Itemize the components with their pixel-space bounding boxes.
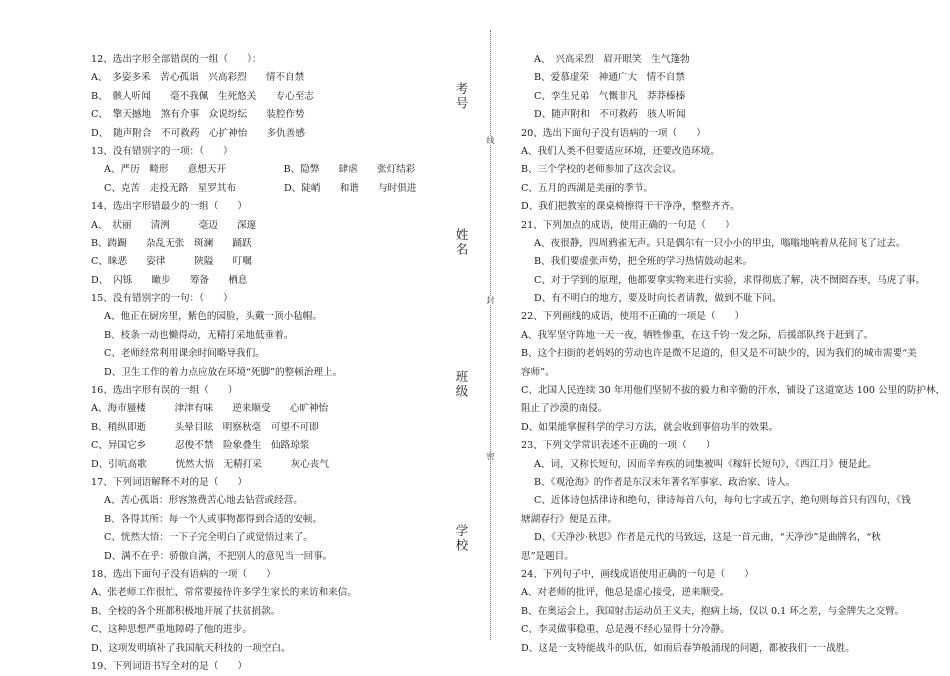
question-line: A、 多姿多釆 苦心孤诣 兴高彩烈 情不自禁 — [91, 72, 305, 84]
question-line: C、这种思想严重地障碍了他的进步。 — [91, 624, 252, 636]
question-line: D、我们把教室的课桌椅擦得干干净净，整整齐齐。 — [521, 201, 740, 213]
question-line: A、 状丽 清洌 毫迈 深邃 — [91, 219, 257, 231]
question-line: D、如果能掌握科学的学习方法，就会收到事倍功半的效果。 — [521, 421, 779, 433]
name-label: 姓名 — [454, 228, 469, 257]
question-line: B、稍纵即逝 头晕目眩 明察秋毫 可望不可即 — [91, 421, 319, 433]
question-line: B、全校的各个班都积极地开展了扶贫捐款。 — [91, 605, 281, 617]
question-line: D、引吭高歌 恍然大悟 无精打采 灰心丧气 — [91, 458, 329, 470]
question-line: D、这项发明填补了我国航天科技的一项空白。 — [91, 642, 291, 654]
question-line: C、对于学到的原理，他都要拿实物来进行实验，求得彻底了解，决不囫囵吞枣，马虎了事。 — [534, 274, 926, 286]
question-line: B、这个扫街的老妈妈的劳动也许是微不足道的，但又是不可缺少的，因为我们的城市需要“美 — [521, 348, 917, 360]
question-line: A、我们人类不但要适应环境，还要改造环境。 — [521, 145, 720, 157]
question-line: 容师”。 — [521, 366, 555, 378]
exam-number-label: 考号 — [454, 82, 469, 111]
question-line: 22、下列画线的成语，使用不正确的一项是（ ） — [521, 311, 745, 323]
question-line: 20、选出下面句子没有语病的一项（ ） — [521, 127, 706, 139]
binding-mark-line: 线 — [486, 136, 495, 144]
question-line: 阻止了沙漠的南侵。 — [521, 403, 608, 415]
question-line: C、孪生兄弟 气慨非凡 莽莽榛榛 — [534, 90, 686, 102]
question-line: 12、选出字形全部错误的一组（ ）： — [91, 54, 262, 65]
question-line: 14、选出字形错最少的一组（ ） — [91, 201, 248, 213]
question-line: C、克苦 走投无路 星罗其布 D、陡峭 和谐 与时俱进 — [104, 182, 417, 194]
question-line: D、 随声附合 不可救药 心扩神怡 多仇善感 — [91, 127, 305, 139]
question-line: C、李灵做事稳重，总是漫不经心显得十分冷静。 — [521, 624, 730, 636]
question-line: 16、选出字形有误的一组（ ） — [91, 385, 238, 397]
question-line: 13、没有错别字的一项：（ ） — [91, 145, 233, 157]
question-line: B、在奥运会上，我国射击运动员王义夫，抱病上场，仅以 0.1 环之差，与金牌失之交臂。 — [521, 605, 905, 617]
question-line: D、《天净沙·秋思》作者是元代的马致远，这是一首元曲，“天净沙”是曲牌名，“秋 — [534, 532, 881, 544]
question-line: A、海市蜃楼 津津有味 逆来顺受 心旷神怡 — [91, 403, 329, 415]
question-line: D、 闪铄 瞰步 筹备 栖息 — [91, 274, 248, 286]
question-line: C、北国人民连续 30 年用他们坚韧不拔的毅力和辛勤的汗水，铺设了这道宽达 100 公里的防护林， — [521, 385, 946, 397]
question-line: B、《观沧海》的作者是东汉末年著名军事家、政治家、诗人。 — [534, 476, 796, 488]
question-line: B、 骸人听闻 毫不我佩 生死悠关 专心至志 — [91, 90, 314, 102]
question-line: D、这是一支特能战斗的队伍，如雨后春笋般涌现的问题，都被我们一一战胜。 — [521, 642, 855, 654]
question-line: A、 兴高采烈 眉开眼笑 生气篷勃 — [534, 54, 690, 65]
binding-strip — [452, 0, 512, 671]
question-line: C、 擎天撼地 煞有介事 众说纷纭 装腔作势 — [91, 109, 305, 121]
question-line: A、我军坚守阵地一天一夜，牺牲惨重，在这千钧一发之际，后援部队终于赶到了。 — [521, 329, 874, 341]
question-line: D、卫生工作的着力点应放在环境“死脚”的整顿治理上。 — [104, 366, 343, 378]
question-line: B、踌蹰 杂乱无张 斑澜 踊跃 — [91, 237, 252, 249]
question-line: B、三个学校的老师参加了这次会议。 — [521, 164, 682, 176]
question-line: 18、选出下面句子没有语病的一项（ ） — [91, 568, 276, 580]
question-line: B、各得其所：每一个人或事物都得到合适的安顿。 — [104, 513, 323, 525]
question-line: 23、下列文学常识表述不正确的一项（ ） — [521, 440, 716, 452]
question-line: B、我们要虚张声势，把全班的学习热情鼓动起来。 — [534, 256, 753, 268]
right-question-column — [521, 51, 946, 658]
question-line: 24、下列句子中，画线成语使用正确的一句是（ ） — [521, 568, 754, 580]
question-line: C、睐恶 姿律 陕隘 叮嘱 — [91, 256, 252, 268]
question-line: D、满不在乎：骄傲自满，不把别人的意见当一回事。 — [104, 550, 333, 562]
question-line: A、对老师的批评，他总是虚心接受，逆来顺受。 — [521, 587, 730, 599]
question-line: 15、没有错别字的一句：（ ） — [91, 293, 233, 305]
question-line: D、有不明白的地方，要及时向长者请教，做到不耻下问。 — [534, 293, 782, 305]
question-line: B、爱慕虚荣 神通广大 情不自禁 — [534, 72, 685, 84]
binding-mark-secret: 密 — [486, 452, 495, 460]
left-question-column — [91, 51, 471, 676]
question-line: C、近体诗包括律诗和绝句，律诗每首八句，每句七字或五字，绝句则每首只有四句，《钱 — [534, 495, 911, 507]
question-line: C、恍然大悟：一下子完全明白了或觉悟过来了。 — [104, 532, 313, 544]
question-line: A、苦心孤诣：形容煞费苦心地去钻营或经营。 — [104, 495, 303, 507]
question-line: C、五月的西湖是美丽的季节。 — [521, 182, 654, 194]
question-line: A、词，又称长短句，因而辛弃疾的词集被叫《稼轩长短句》，《西江月》便是此。 — [534, 458, 877, 470]
question-line: 17、下列词语解释不对的是（ ） — [91, 476, 248, 488]
question-line: A、张老师工作很忙，常常要接待许多学生家长的来访和来信。 — [91, 587, 357, 599]
question-line: D、随声附和 不可救药 骇人听闻 — [534, 109, 686, 121]
question-line: B、枝条一动也懒得动，无精打采地低垂着。 — [104, 329, 294, 341]
question-line: 19、下列词语书写全对的是（ ） — [91, 660, 248, 672]
binding-mark-seal: 封 — [486, 296, 495, 304]
question-line: 思”是题目。 — [521, 550, 574, 562]
binding-dotted-line — [490, 30, 491, 640]
question-line: 21、下列加点的成语，使用正确的一句是（ ） — [521, 219, 735, 231]
class-label: 班级 — [454, 370, 469, 399]
question-line: C、异国它乡 忍俊不禁 险象叠生 仙路琼浆 — [91, 440, 310, 452]
question-line: C、老师经常利用课余时间略导我们。 — [104, 348, 265, 360]
school-label: 学校 — [454, 524, 469, 553]
question-line: A、严历 畸形 意想天开 B、隐弊 肆虐 张灯结彩 — [104, 164, 416, 176]
question-line: A、夜很静，四周鸦雀无声。只是偶尔有一只小小的甲虫，嗡嗡地响着从花间飞了过去。 — [534, 237, 906, 249]
question-line: A、他正在厨房里，紫色的园脸，头戴一顶小毡帽。 — [104, 311, 322, 323]
question-line: 塘湖春行》便是五律。 — [521, 513, 617, 525]
